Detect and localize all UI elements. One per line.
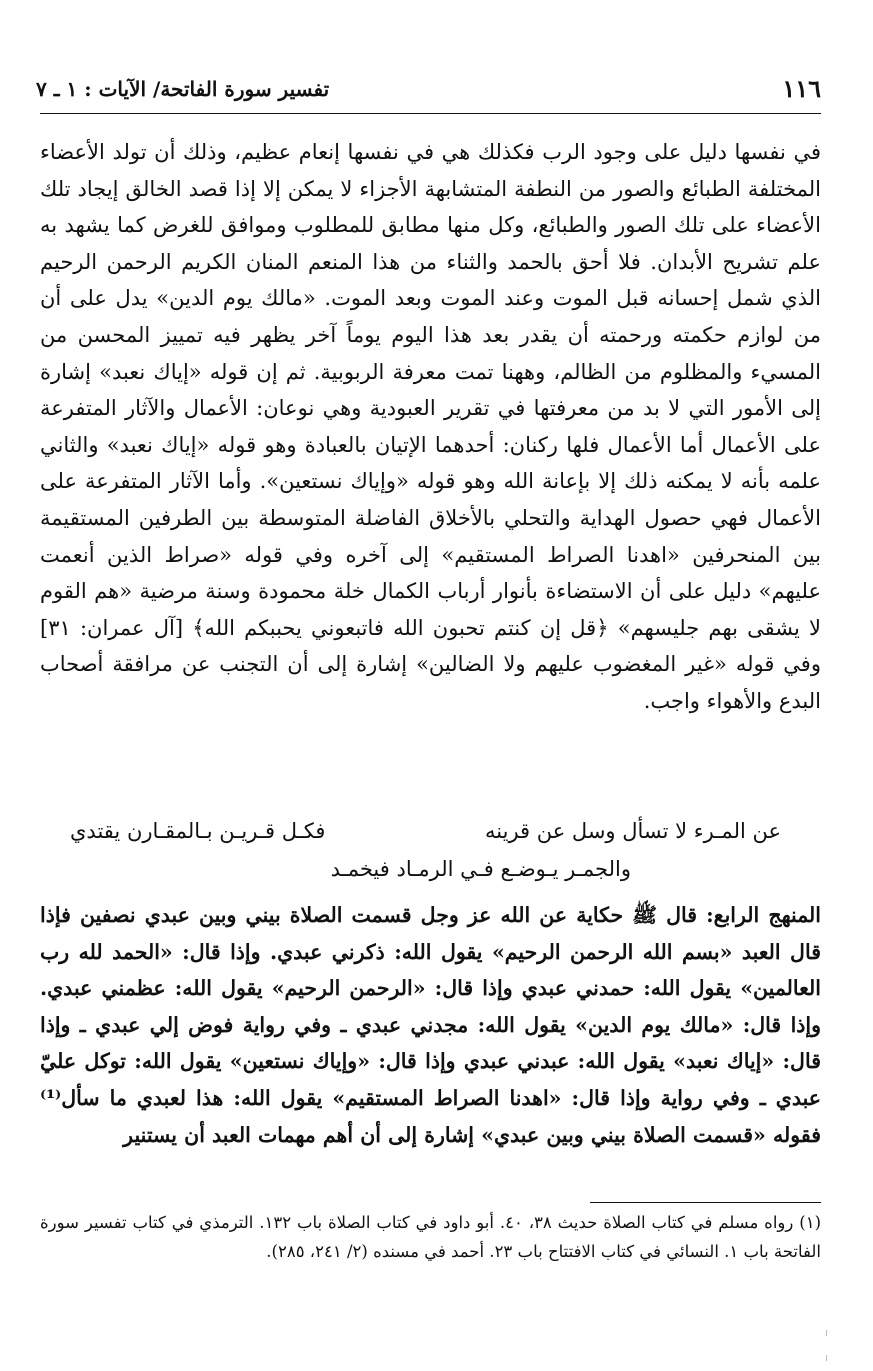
poem-verse xyxy=(40,812,821,850)
body-paragraph: في نفسها دليل على وجود الرب فكذلك هي في نفسها إنعام عظيم، وذلك أن تولد الأعضاء المختلفة الطبائع والصور من النطفة المتشابهة الأجزاء لا يمكن إلا إذا قصد الخالق إيجاد تلك الأعضاء على تلك الصور والطبائع، وكل منها مطابق للمطلوب وموافق للغرض كما يشهد به علم تشريح الأبدان. فلا أحق بالحمد والثناء من هذا المنعم المنان الكريم الرحمن الرحيم الذي شمل إحسانه قبل الموت وعند الموت وبعد الموت. «مالك يوم الدين» يدل على أن من لوازم حكمته ورحمته أن يقدر بعد هذا اليوم يوماً آخر يظهر فيه تمييز المحسن من المسيء والمظلوم من الظالم، وههنا تمت معرفة الربوبية. ثم إن قوله «إياك نعبد» إشارة إلى الأمور التي لا بد من معرفتها في تقرير العبودية وهي نوعان: الأعمال والآثار المتفرعة على الأعمال أما الأعمال فلها ركنان: أحدهما الإتيان بالعبادة وهو قوله «إياك نعبد» والثاني علمه بأنه لا يمكنه ذلك إلا بإعانة الله وهو قوله «وإياك نستعين». وأما الآثار المتفرعة على الأعمال فهي حصول الهداية والتحلي بالأخلاق الفاضلة المتوسطة بين الطرفين المستقيمة بين المنحرفين «اهدنا الصراط المستقيم» إلى آخره وفي قوله «صراط الذين أنعمت عليهم» دليل على أن الاستضاءة بأنوار أرباب الكمال خلة محمودة وسنة مرضية «هم القوم لا يشقى بهم جليسهم» ﴿قل إن كنتم تحبون الله فاتبعوني يحببكم الله﴾ [آل عمران: ٣١] وفي قوله «غير المغضوب عليهم ولا الضالين» إشارة إلى أن التجنب عن مرافقة أصحاب البدع والأهواء واجب. xyxy=(40,140,821,713)
scan-mark xyxy=(826,1330,827,1336)
method-paragraph: المنهج الرابع: قال ﷺ حكاية عن الله عز وجل قسمت الصلاة بيني وبين عبدي نصفين فإذا قال العبد «بسم الله الرحمن الرحيم» يقول الله: ذكرني عبدي. وإذا قال: «الحمد لله رب العالمين» يقول الله: حمدني عبدي وإذا قال: «الرحمن الرحيم» يقول الله: عظمني عبدي. وإذا قال: «مالك يوم الدين» يقول الله: مجدني عبدي ـ وفي رواية فوض إلي عبدي ـ وإذا قال: «إياك نعبد» يقول الله: عبدني عبدي وإذا قال: «وإياك نستعين» يقول الله: توكل عليّ عبدي ـ وفي رواية وإذا قال: «اهدنا الصراط المستقيم» يقول الله: هذا لعبدي ما سأل⁽¹⁾ فقوله «قسمت الصلاة بيني وبين عبدي» إشارة إلى أن أهم مهمات العبد أن يستنير xyxy=(40,903,821,1147)
footnote xyxy=(40,1208,821,1266)
page-header xyxy=(36,74,821,104)
page-number: ١١٦ xyxy=(782,74,821,103)
poem xyxy=(40,812,821,888)
method-section xyxy=(40,897,821,1153)
header-rule xyxy=(40,113,821,114)
verse-hemistich-second: فكـل قـريـن بـالمقـارن يقتدي xyxy=(70,819,326,843)
footnote-rule xyxy=(590,1202,821,1203)
footnote-text: (١) رواه مسلم في كتاب الصلاة حديث ٣٨، ٤٠. أبو داود في كتاب الصلاة باب ١٣٢. الترمذي في كتاب تفسير سورة الفاتحة باب ١. النسائي في كتاب الافتتاح باب ٢٣. أحمد في مسنده (٢/ ٢٤١، ٢٨٥). xyxy=(40,1213,821,1261)
verse-hemistich-first: والجمـر يـوضـع فـي الرمـاد فيخمـد xyxy=(330,857,631,881)
main-text xyxy=(40,134,821,720)
verse-hemistich-first: عن المـرء لا تسأل وسل عن قرينه xyxy=(485,819,781,843)
poem-verse xyxy=(40,850,821,888)
running-title: تفسير سورة الفاتحة/ الآيات : ١ ـ ٧ xyxy=(36,77,330,101)
scan-mark xyxy=(826,1355,827,1361)
